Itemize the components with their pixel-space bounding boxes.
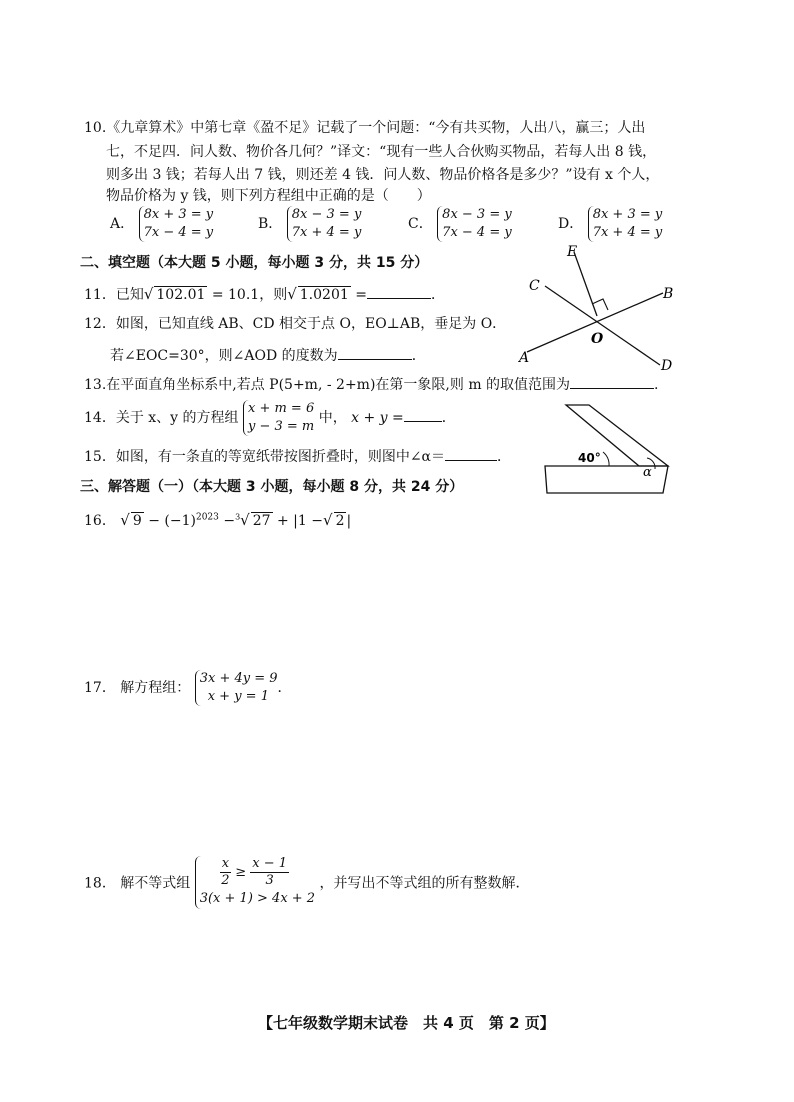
equation-system: 8x + 3 = y 7x − 4 = y	[139, 206, 214, 242]
equation-system: 3x + 4y = 9 x + y = 1	[195, 670, 278, 706]
label-a: A	[519, 350, 530, 366]
q11: 11．已知√ 102.01 = 10.1，则√ 1.0201 = ．	[84, 285, 445, 303]
angle-arc-40	[603, 452, 609, 466]
q14: 14．关于 x、y 的方程组 x + m = 6 y − 3 = m 中， x + y = ．	[84, 401, 456, 434]
q12-line2: 若∠EOC=30°，则∠AOD 的度数为 ．	[110, 348, 426, 364]
equation-system: 8x − 3 = y 7x + 4 = y	[287, 206, 362, 242]
q10-line1: 10.《九章算术》中第七章《盈不足》记载了一个问题：“今有共买物，人出八，赢三；人出	[84, 120, 646, 136]
option-label: A．	[110, 216, 135, 232]
ray-eo	[574, 252, 597, 316]
q10-line3: 则多出 3 钱；若每人出 7 钱，则还差 4 钱．问人数、物品价格各是多少？”设有 x 个人，	[106, 167, 660, 183]
answer-blank[interactable]	[367, 298, 431, 299]
q12-line1: 12．如图，已知直线 AB、CD 相交于点 O，EO⊥AB，垂足为 O．	[84, 316, 507, 332]
label-c: C	[529, 278, 540, 294]
line-cd	[545, 286, 660, 365]
equation-system: x + m = 6 y − 3 = m	[243, 400, 314, 436]
alpha-label: α	[643, 465, 652, 480]
label-b: B	[663, 286, 674, 302]
answer-blank[interactable]	[404, 421, 442, 422]
answer-blank[interactable]	[445, 460, 497, 461]
label-e: E	[567, 244, 578, 260]
q10-option-b	[258, 206, 361, 242]
section-2-heading: 二、填空题（本大题 5 小题，每小题 3 分，共 15 分）	[80, 255, 429, 271]
q18: 18． 解不等式组 $\frac{x}{2}$ ≥ $\frac{x - 1}{3}$ 3(x + 1) > 4x + 2 ，并写出不等式组的所有整数解．	[84, 856, 530, 909]
q10-line2: 七，不足四．问人数、物价各几何？”译文：“现有一些人合伙购买物品，若每人出 8 钱，	[106, 144, 657, 160]
option-label: D．	[558, 216, 584, 232]
label-o: O	[591, 331, 604, 347]
equation-system: 8x + 3 = y 7x + 4 = y	[588, 206, 663, 242]
section-3-heading: 三、解答题（一）（本大题 3 小题，每小题 8 分，共 24 分）	[80, 479, 464, 495]
angle-40-label: 40°	[578, 451, 601, 465]
option-label: B．	[258, 216, 283, 232]
intersecting-lines-figure	[515, 240, 685, 375]
folded-strip-figure	[543, 402, 683, 497]
q13: 13.在平面直角坐标系中,若点 P(5+m, - 2+m)在第一象限,则 m 的取值范围为 .	[84, 377, 659, 393]
label-d: D	[661, 358, 673, 374]
answer-blank[interactable]	[338, 359, 412, 360]
q17: 17． 解方程组： 3x + 4y = 9 x + y = 1 ．	[84, 671, 292, 704]
q15: 15．如图，有一条直的等宽纸带按图折叠时，则图中∠α＝ ．	[84, 449, 511, 465]
answer-blank[interactable]	[570, 388, 654, 389]
option-label: C．	[408, 216, 433, 232]
q10-option-d	[558, 206, 662, 242]
q10-line4: 物品价格为 y 钱，则下列方程组中正确的是（ ）	[106, 188, 431, 204]
q16: 16． √ $9 - (-1)^{2023} -^3√$ 27 + |1 −√ 2 |	[84, 511, 352, 529]
page-footer: 【七年级数学期末试卷 共 4 页 第 2 页】	[258, 1014, 555, 1032]
inequality-system: $\frac{x}{2}$ ≥ $\frac{x - 1}{3}$ 3(x + 1) > 4x + 2	[195, 856, 315, 909]
q10-option-a	[110, 206, 213, 242]
q10-option-c	[408, 206, 512, 242]
equation-system: 8x − 3 = y 7x − 4 = y	[437, 206, 512, 242]
